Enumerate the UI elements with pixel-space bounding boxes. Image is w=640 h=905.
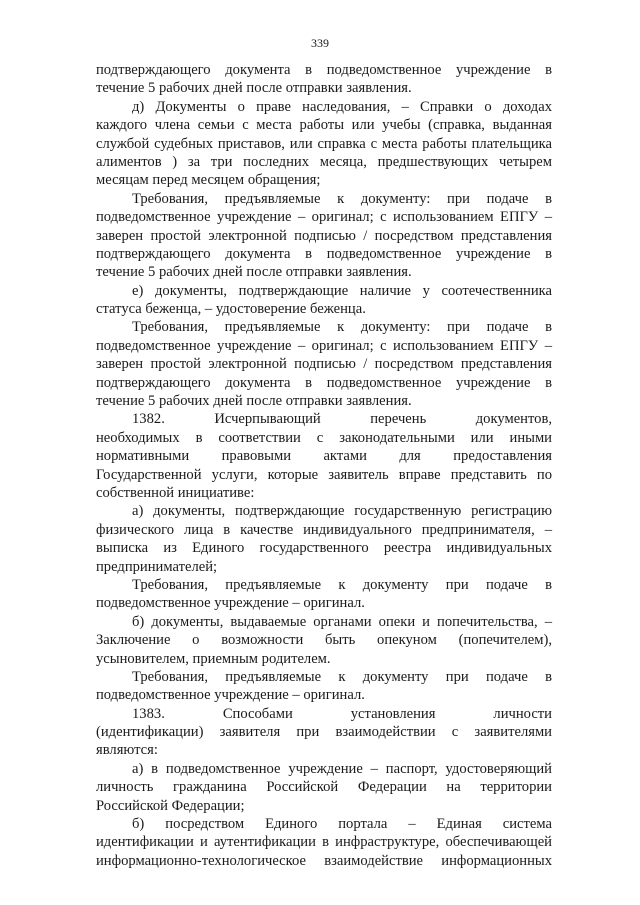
text-line: статуса беженца, – удостоверение беженца. [96, 301, 366, 318]
document-body [96, 61, 552, 870]
text-line: подтверждающего документа в подведомственное учреждение в [96, 374, 552, 391]
text-line: Государственной услуги, которые заявитель вправе представить по [96, 466, 552, 483]
text-line: а) в подведомственное учреждение – паспорт, удостоверяющий [132, 760, 552, 777]
text-line: подтверждающего документа в подведомственное учреждение в [96, 62, 552, 78]
text-line: д) Документы о праве наследования, – Справки о доходах [132, 98, 552, 115]
text-line: (идентификации) заявителя при взаимодействии с заявителями [96, 724, 552, 741]
text-line: каждого члена семьи с места работы или учебы (справка, выданная [96, 117, 552, 134]
text-line: заверен простой электронной подписью / посредством представления [96, 227, 552, 244]
text-line: подведомственное учреждение – оригинал; с использованием ЕПГУ – [96, 209, 552, 226]
text-line: месяцам перед месяцем обращения; [96, 172, 321, 189]
text-line: Заключение о возможности быть опекуном (попечителем), [96, 632, 552, 649]
text-line: физического лица в качестве индивидуального предпринимателя, – [96, 521, 552, 538]
text-line: подтверждающего документа в подведомственное учреждение в [96, 245, 552, 262]
text-line: заверен простой электронной подписью / посредством представления [96, 356, 552, 373]
text-line: а) документы, подтверждающие государственную регистрацию [132, 503, 552, 520]
text-line: Требования, предъявляемые к документу: при подаче в [132, 319, 552, 336]
text-line: течение 5 рабочих дней после отправки заявления. [96, 393, 412, 410]
text-line: нормативными правовыми актами для предоставления [96, 448, 552, 465]
text-line: подведомственное учреждение – оригинал; с использованием ЕПГУ – [96, 337, 552, 354]
text-line: е) документы, подтверждающие наличие у соотечественника [132, 282, 552, 299]
text-line: собственной инициативе: [96, 484, 255, 501]
text-line: необходимых в соответствии с законодательными или иными [96, 429, 552, 446]
text-line: информационно-технологическое взаимодействие информационных [96, 852, 552, 869]
text-line: течение 5 рабочих дней после отправки заявления. [96, 80, 412, 97]
text-line: выписка из Единого государственного реестра индивидуальных [96, 540, 552, 557]
text-line: предпринимателей; [96, 558, 218, 575]
text-line: являются: [96, 742, 158, 759]
text-line: усыновителем, приемным родителем. [96, 650, 331, 667]
text-line: 1382. Исчерпывающий перечень документов, [132, 411, 552, 428]
text-line: идентификации и аутентификации в инфраструктуре, обеспечивающей [96, 834, 552, 851]
text-line: службой судебных приставов, или справка с места работы плательщика [96, 135, 552, 152]
text-line: течение 5 рабочих дней после отправки заявления. [96, 264, 412, 281]
text-line: б) документы, выдаваемые органами опеки и попечительства, – [132, 613, 552, 630]
text-line: Российской Федерации; [96, 797, 245, 814]
text-line: 1383. Способами установления личности [132, 705, 552, 722]
text-line: Требования, предъявляемые к документу: при подаче в [132, 190, 552, 207]
page-number: 339 [311, 36, 329, 50]
text-line: Требования, предъявляемые к документу при подаче в [132, 576, 552, 593]
text-line: подведомственное учреждение – оригинал. [96, 595, 365, 612]
text-line: личность гражданина Российской Федерации на территории [96, 779, 552, 796]
text-line: алиментов ) за три последних месяца, предшествующих четырем [96, 153, 552, 170]
text-line: Требования, предъявляемые к документу при подаче в [132, 668, 552, 685]
text-line: б) посредством Единого портала – Единая система [132, 816, 552, 833]
text-line: подведомственное учреждение – оригинал. [96, 687, 365, 704]
